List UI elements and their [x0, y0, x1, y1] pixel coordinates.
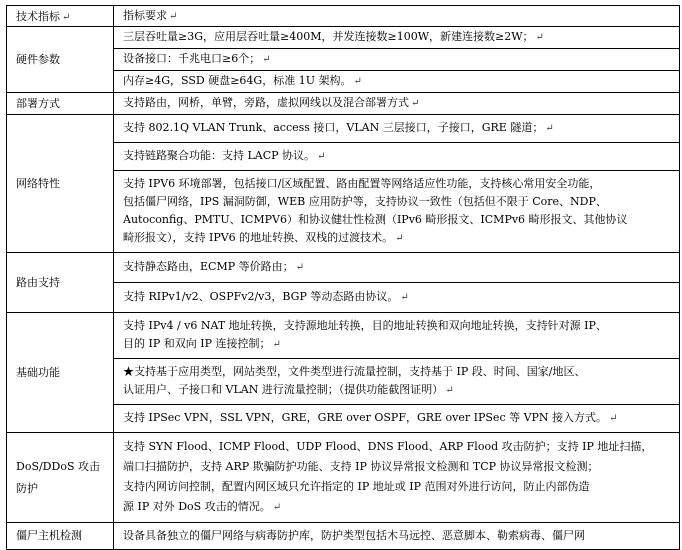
- paragraph-mark-icon: ↵: [395, 233, 404, 244]
- requirement-paragraph: [114, 313, 679, 358]
- requirement-text: 畸形报文），支持 IPV6 的地址转换、双栈的过渡技术。: [123, 231, 394, 244]
- requirement-text: 支持 IPSec VPN，SSL VPN，GRE，GRE over OSPF，GRE over IPSec 等 VPN 接入方式。: [123, 411, 608, 424]
- paragraph-mark-icon: ↵: [609, 413, 618, 424]
- requirement-line: [114, 119, 679, 138]
- row-content-cell: [114, 115, 680, 253]
- requirement-line: [114, 409, 679, 428]
- requirement-text: 设备具备独立的僵尸网络与病毒防护库，防护类型包括木马远控、恶意脚本、勒索病毒、僵尸网: [123, 529, 585, 542]
- requirement-text: 设备接口：千兆电口≥6个；: [123, 52, 261, 65]
- table-row: [7, 93, 680, 115]
- paragraph-mark-icon: ↵: [411, 98, 420, 109]
- paragraph-mark-icon: ↵: [169, 10, 178, 22]
- table-row: [7, 523, 680, 550]
- row-label-cell: [7, 93, 114, 115]
- requirement-text: 支持内网访问控制，配置内网区域只允许指定的 IP 地址或 IP 范围对外进行访问，防止内部伪造: [123, 480, 590, 493]
- requirement-text: 支持 IPV6 环境部署，包括接口/区域配置、路由配置等网络适应性功能，支持核心常用安全功能，: [123, 177, 601, 190]
- row-label-cell: [7, 313, 114, 433]
- requirement-text: 源 IP 对外 DoS 攻击的情况。: [123, 500, 271, 513]
- requirement-paragraph: [114, 358, 679, 404]
- paragraph-mark-icon: ↵: [62, 12, 71, 23]
- requirement-text: 包括僵尸网络，IPS 漏洞防御，WEB 应用防护等，支持协议一致性（包括但不限于 Core、NDP、: [123, 195, 607, 208]
- requirement-paragraph: [114, 170, 679, 252]
- paragraph-mark-icon: ↵: [545, 123, 554, 134]
- table-row: [7, 313, 680, 433]
- row-label: 防护: [16, 481, 38, 495]
- requirement-paragraph: [114, 27, 679, 48]
- row-label: 硬件参数: [16, 52, 60, 66]
- requirement-line: [114, 363, 679, 381]
- row-label: 部署方式: [16, 96, 60, 110]
- requirement-paragraph: [114, 70, 679, 92]
- requirement-line: [114, 96, 679, 111]
- paragraph-mark-icon: ↵: [295, 262, 304, 273]
- paragraph-mark-icon: ↵: [262, 54, 271, 65]
- requirement-line: [114, 147, 679, 166]
- requirement-text: 支持 SYN Flood、ICMP Flood、UDP Flood、DNS Flood、ARP Flood 攻击防护；支持 IP 地址扫描，: [123, 440, 653, 453]
- requirement-text: ★支持基于应用类型，网站类型，文件类型进行流量控制，支持基于 IP 段、时间、国家/地区、: [123, 365, 586, 378]
- paragraph-mark-icon: ↵: [535, 32, 544, 43]
- requirement-text: 端口扫描防护，支持 ARP 欺骗防护功能、支持 IP 协议异常报文检测和 TCP 协议异常报文检测；: [123, 460, 599, 473]
- requirement-line: [114, 477, 679, 497]
- row-label-cell: [7, 253, 114, 313]
- header-col-technical-indicator: [7, 6, 114, 27]
- requirement-line: [114, 74, 679, 89]
- requirement-paragraph: [114, 142, 679, 170]
- row-label: 基础功能: [16, 365, 60, 379]
- row-content-cell: [114, 313, 680, 433]
- requirement-line: [114, 457, 679, 477]
- row-label-cell: [7, 433, 114, 523]
- paragraph-mark-icon: ↵: [353, 76, 362, 87]
- requirement-line: [114, 381, 679, 400]
- paragraph-mark-icon: ↵: [272, 502, 282, 513]
- requirement-text: 认证用户、子接口和 VLAN 进行流量控制；（提供功能截图证明）: [123, 383, 444, 396]
- requirement-line: [114, 335, 679, 354]
- header-label: 技术指标: [16, 10, 60, 23]
- paragraph-mark-icon: ↵: [400, 292, 409, 303]
- requirement-text: 支持 802.1Q VLAN Trunk、access 接口，VLAN 三层接口，子接口，GRE 隧道；: [123, 121, 544, 134]
- spec-table: [6, 5, 680, 550]
- requirement-text: Autoconfig、PMTU、ICMPV6）和协议健壮性检测（IPv6 畸形报文、ICMPv6 畸形报文、其他协议: [123, 213, 628, 226]
- row-content-cell: [114, 433, 680, 523]
- requirement-paragraph: [114, 48, 679, 70]
- requirement-line: [114, 30, 679, 45]
- requirement-line: [114, 317, 679, 335]
- requirement-text: 支持 RIPv1/v2、OSPFv2/v3，BGP 等动态路由协议。: [123, 290, 399, 303]
- requirement-paragraph: [114, 523, 679, 549]
- requirement-paragraph: [114, 253, 679, 282]
- requirement-paragraph: [114, 282, 679, 312]
- header-row: [7, 6, 680, 27]
- table-row: [7, 433, 680, 523]
- requirement-text: 三层吞吐量≥3G，应用层吞吐量≥400M，并发连接数≥100W，新建连接数≥2W；: [123, 30, 534, 43]
- header-requirement-label: 指标要求: [123, 8, 167, 22]
- requirement-text: 支持静态路由，ECMP 等价路由；: [123, 260, 294, 273]
- row-content-cell: [114, 523, 680, 550]
- requirement-text: 支持路由，网桥，单臂，旁路，虚拟网线以及混合部署方式: [123, 96, 409, 109]
- table-row: [7, 27, 680, 93]
- requirement-line: [114, 175, 679, 193]
- row-label: 僵尸主机检测: [16, 529, 82, 542]
- requirement-paragraph: [114, 433, 679, 522]
- requirement-paragraph: [114, 93, 679, 114]
- paragraph-mark-icon: ↵: [317, 151, 326, 162]
- requirement-line: [114, 52, 679, 67]
- requirement-text: 支持 IPv4 / v6 NAT 地址转换，支持源地址转换，目的地址转换和双向地址转换，支持针对源 IP、: [123, 319, 607, 332]
- requirement-line: [114, 193, 679, 211]
- requirement-paragraph: [114, 404, 679, 432]
- spec-table-body: [7, 6, 680, 550]
- requirement-line: [114, 257, 679, 278]
- row-label-cell: [7, 115, 114, 253]
- header-col-requirement: [114, 6, 680, 27]
- requirement-text: 支持链路聚合功能：支持 LACP 协议。: [123, 149, 316, 162]
- requirement-line: [114, 211, 679, 229]
- paragraph-mark-icon: ↵: [272, 339, 281, 350]
- requirement-line: [114, 497, 679, 518]
- requirement-text: 内存≥4G，SSD 硬盘≥64G，标准 1U 架构。: [123, 74, 352, 87]
- row-content-cell: [114, 93, 680, 115]
- header-content: [114, 9, 679, 24]
- requirement-line: [114, 287, 679, 308]
- requirement-text: 目的 IP 和双向 IP 连接控制；: [123, 337, 271, 350]
- requirement-line: [114, 437, 679, 457]
- row-content-cell: [114, 253, 680, 313]
- table-row: [7, 253, 680, 313]
- row-label-cell: [7, 523, 114, 550]
- requirement-paragraph: [114, 115, 679, 142]
- row-label: 网络特性: [16, 176, 60, 190]
- row-label: DoS/DDoS 攻击: [16, 459, 100, 473]
- row-label: 路由支持: [16, 275, 60, 289]
- table-row: [7, 115, 680, 253]
- row-label-cell: [7, 27, 114, 93]
- row-content-cell: [114, 27, 680, 93]
- paragraph-mark-icon: ↵: [445, 385, 454, 396]
- requirement-line: [114, 526, 679, 546]
- requirement-line: [114, 229, 679, 248]
